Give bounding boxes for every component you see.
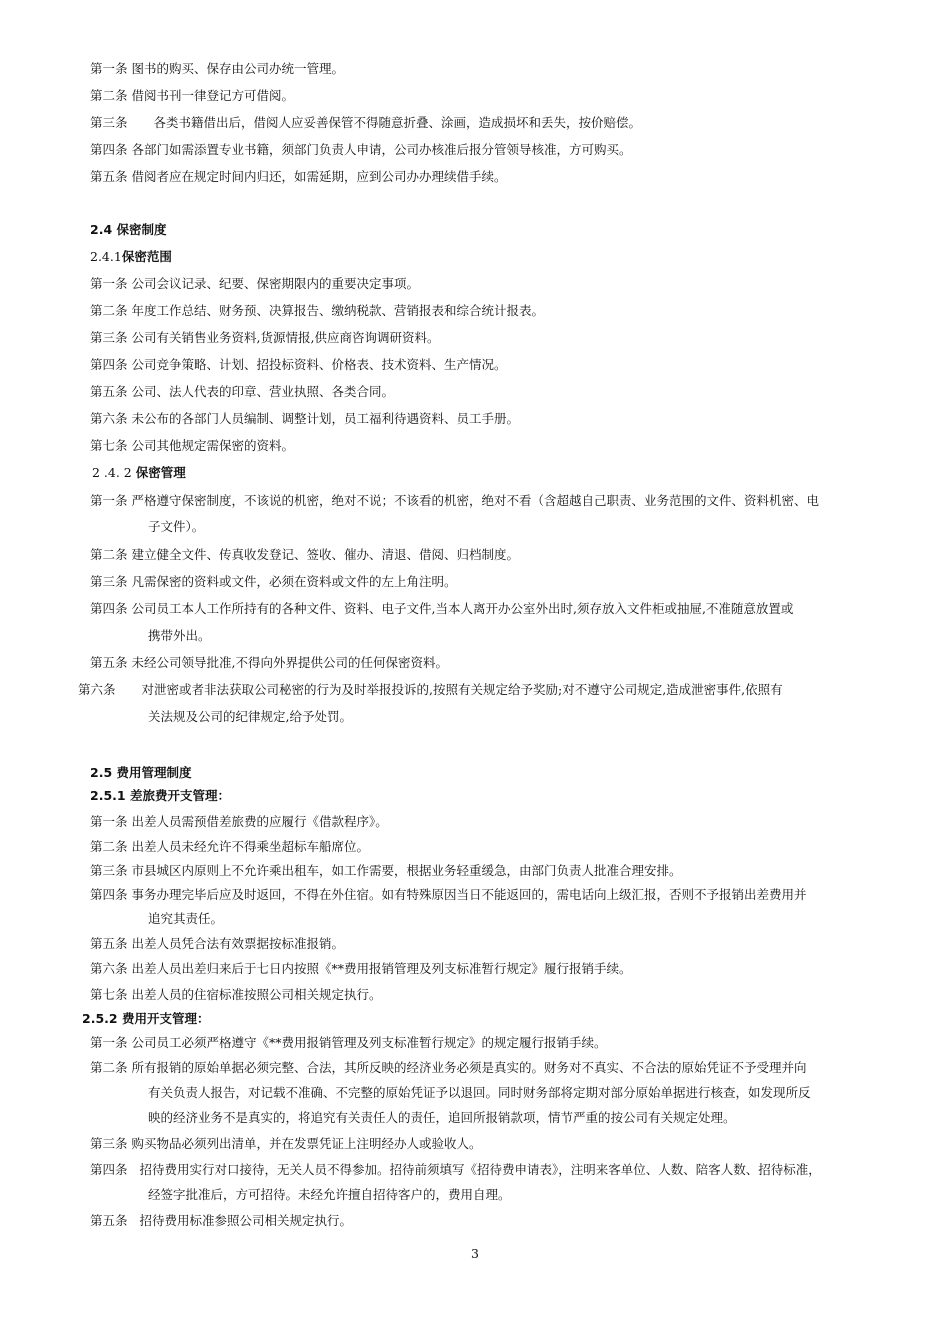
cost-article-2 — [90, 1059, 807, 1077]
article-label: 第四条 — [90, 1162, 128, 1177]
travel-article-2 — [90, 838, 369, 856]
article-text: 各类书籍借出后，借阅人应妥善保管不得随意折叠、涂画，造成损坏和丢失，按价赔偿。 — [153, 115, 642, 130]
article-label: 第三条 — [90, 330, 128, 345]
article-label: 第五条 — [90, 384, 128, 399]
subsection-text: 保密范围 — [121, 249, 172, 264]
scope-article-1 — [90, 275, 419, 293]
article-label: 第二条 — [90, 547, 128, 562]
article-text: 借阅者应在规定时间内归还，如需延期，应到公司办办理续借手续。 — [131, 169, 507, 184]
article-text: 图书的购买、保存由公司办统一管理。 — [131, 61, 345, 76]
article-label: 第二条 — [90, 1060, 128, 1075]
article-label: 第三条 — [90, 863, 128, 878]
article-label: 第五条 — [90, 655, 128, 670]
scope-article-3 — [90, 329, 439, 347]
article-text: 出差人员未经允许不得乘坐超标车船席位。 — [131, 839, 370, 854]
article-label: 第三条 — [90, 574, 128, 589]
article-label: 第六条 — [90, 961, 128, 976]
scope-article-2 — [90, 302, 544, 320]
article-text: 出差人员的住宿标准按照公司相关规定执行。 — [131, 987, 382, 1002]
travel-article-4 — [90, 886, 807, 904]
subsection-title-cost: 2.5.2 费用开支管理： — [82, 1011, 210, 1026]
article-text: 严格遵守保密制度，不该说的机密，绝对不说；不该看的机密，绝对不看（含超越自己职责、业务范围的文件、资料机密、电 — [131, 493, 820, 508]
article-text: 未公布的各部门人员编制、调整计划，员工福利待遇资料、员工手册。 — [131, 411, 520, 426]
scope-article-4 — [90, 356, 507, 374]
article-label: 第四条 — [90, 887, 128, 902]
travel-article-5 — [90, 935, 344, 953]
article-text: 公司竞争策略、计划、招投标资料、价格表、技术资料、生产情况。 — [131, 357, 507, 372]
cost-article-2-cont-1: 有关负责人报告，对记载不准确、不完整的原始凭证予以退回。同时财务部将定期对部分原始单据进行核查，如发现所反 — [148, 1085, 811, 1100]
scope-article-5 — [90, 383, 394, 401]
article-label: 第二条 — [90, 303, 128, 318]
article-label: 第五条 — [90, 1213, 128, 1228]
travel-article-7 — [90, 986, 382, 1004]
article-text: 出差人员凭合法有效票据按标准报销。 — [131, 936, 345, 951]
article-text: 市县城区内原则上不允许乘出租车，如工作需要，根据业务轻重缓急，由部门负责人批准合理安排。 — [131, 863, 682, 878]
mgmt-article-1 — [90, 492, 819, 510]
article-text: 未经公司领导批准,不得向外界提供公司的任何保密资料。 — [131, 655, 448, 670]
article-label: 第三条 — [90, 115, 128, 130]
books-article-3 — [90, 114, 641, 132]
article-label: 第六条 — [90, 411, 128, 426]
page-number: 3 — [471, 1246, 479, 1261]
article-text: 所有报销的原始单据必须完整、合法，其所反映的经济业务必须是真实的。财务对不真实、不合法的原始凭证不予受理并向 — [131, 1060, 807, 1075]
article-label: 第一条 — [90, 493, 128, 508]
travel-article-4-cont: 追究其责任。 — [148, 911, 224, 926]
article-text: 凡需保密的资料或文件，必须在资料或文件的左上角注明。 — [131, 574, 457, 589]
article-text: 公司会议记录、纪要、保密期限内的重要决定事项。 — [131, 276, 420, 291]
article-label: 第五条 — [90, 936, 128, 951]
mgmt-article-2 — [90, 546, 519, 564]
article-text: 公司其他规定需保密的资料。 — [131, 438, 295, 453]
travel-article-1 — [90, 813, 388, 831]
travel-article-6 — [90, 960, 632, 978]
subsection-title-travel: 2.5.1 差旅费开支管理： — [90, 788, 230, 803]
article-label: 第二条 — [90, 839, 128, 854]
article-text: 年度工作总结、财务预、决算报告、缴纳税款、营销报表和综合统计报表。 — [131, 303, 545, 318]
article-label: 第四条 — [90, 357, 128, 372]
mgmt-article-3 — [90, 573, 457, 591]
article-text: 事务办理完毕后应及时返回，不得在外住宿。如有特殊原因当日不能返回的，需电话向上级汇报，否则不予报销出差费用并 — [131, 887, 807, 902]
books-article-4 — [90, 141, 632, 159]
article-label: 第四条 — [90, 142, 128, 157]
article-label: 第五条 — [90, 169, 128, 184]
article-label: 第三条 — [90, 1136, 128, 1151]
article-text: 公司有关销售业务资料,货源情报,供应商咨询调研资料。 — [131, 330, 440, 345]
article-text: 借阅书刊一律登记方可借阅。 — [131, 88, 295, 103]
mgmt-article-5 — [90, 654, 448, 672]
subsection-number: 2.4.1 — [90, 249, 122, 264]
article-label: 第七条 — [90, 438, 128, 453]
section-title-expense: 2.5 费用管理制度 — [90, 765, 192, 780]
article-label: 第一条 — [90, 61, 128, 76]
mgmt-article-4 — [90, 600, 793, 618]
mgmt-article-6 — [78, 681, 783, 699]
article-text: 公司员工本人工作所持有的各种文件、资料、电子文件,当本人离开办公室外出时,须存放入文件柜或抽屉,不准随意放置或 — [131, 601, 794, 616]
article-text: 招待费用实行对口接待，无关人员不得参加。招待前须填写《招待费申请表》，注明来客单位、人数、陪客人数、招待标准， — [139, 1162, 821, 1177]
subsection-text: 保密管理 — [135, 465, 186, 480]
article-text: 出差人员需预借差旅费的应履行《借款程序》。 — [131, 814, 388, 829]
subsection-title-scope — [90, 248, 172, 266]
scope-article-6 — [90, 410, 519, 428]
article-label: 第七条 — [90, 987, 128, 1002]
article-label: 第一条 — [90, 276, 128, 291]
travel-article-3 — [90, 862, 682, 880]
scope-article-7 — [90, 437, 294, 455]
article-text: 招待费用标准参照公司相关规定执行。 — [139, 1213, 353, 1228]
article-label: 第二条 — [90, 88, 128, 103]
article-label: 第六条 — [78, 682, 116, 697]
article-text: 出差人员出差归来后于七日内按照《**费用报销管理及列支标准暂行规定》履行报销手续。 — [131, 961, 632, 976]
article-text: 对泄密或者非法获取公司秘密的行为及时举报投诉的,按照有关规定给予奖励;对不遵守公司规定,造成泄密事件,依照有 — [141, 682, 783, 697]
article-text: 购买物品必须列出清单，并在发票凭证上注明经办人或验收人。 — [131, 1136, 482, 1151]
mgmt-article-4-cont: 携带外出。 — [148, 628, 211, 643]
mgmt-article-6-cont: 关法规及公司的纪律规定,给予处罚。 — [148, 709, 352, 724]
article-text: 公司、法人代表的印章、营业执照、各类合同。 — [131, 384, 395, 399]
cost-article-1 — [90, 1034, 607, 1052]
section-title-secrecy: 2.4 保密制度 — [90, 222, 167, 237]
cost-article-4-cont: 经签字批准后，方可招待。未经允许擅自招待客户的，费用自理。 — [148, 1187, 511, 1202]
cost-article-3 — [90, 1135, 482, 1153]
books-article-1 — [90, 60, 344, 78]
mgmt-article-1-cont: 子文件）。 — [148, 519, 205, 534]
subsection-number: 2 .4. 2 — [92, 465, 132, 480]
subsection-title-management — [92, 464, 186, 482]
article-text: 公司员工必须严格遵守《**费用报销管理及列支标准暂行规定》的规定履行报销手续。 — [131, 1035, 607, 1050]
article-text: 各部门如需添置专业书籍，须部门负责人申请，公司办核准后报分管领导核准，方可购买。 — [131, 142, 632, 157]
article-label: 第四条 — [90, 601, 128, 616]
article-label: 第一条 — [90, 814, 128, 829]
books-article-2 — [90, 87, 294, 105]
article-label: 第一条 — [90, 1035, 128, 1050]
cost-article-4 — [90, 1161, 821, 1179]
books-article-5 — [90, 168, 507, 186]
cost-article-5 — [90, 1212, 352, 1230]
article-text: 建立健全文件、传真收发登记、签收、催办、清退、借阅、归档制度。 — [131, 547, 520, 562]
cost-article-2-cont-2: 映的经济业务不是真实的，将追究有关责任人的责任，追回所报销款项，情节严重的按公司有关规定处理。 — [148, 1110, 736, 1125]
